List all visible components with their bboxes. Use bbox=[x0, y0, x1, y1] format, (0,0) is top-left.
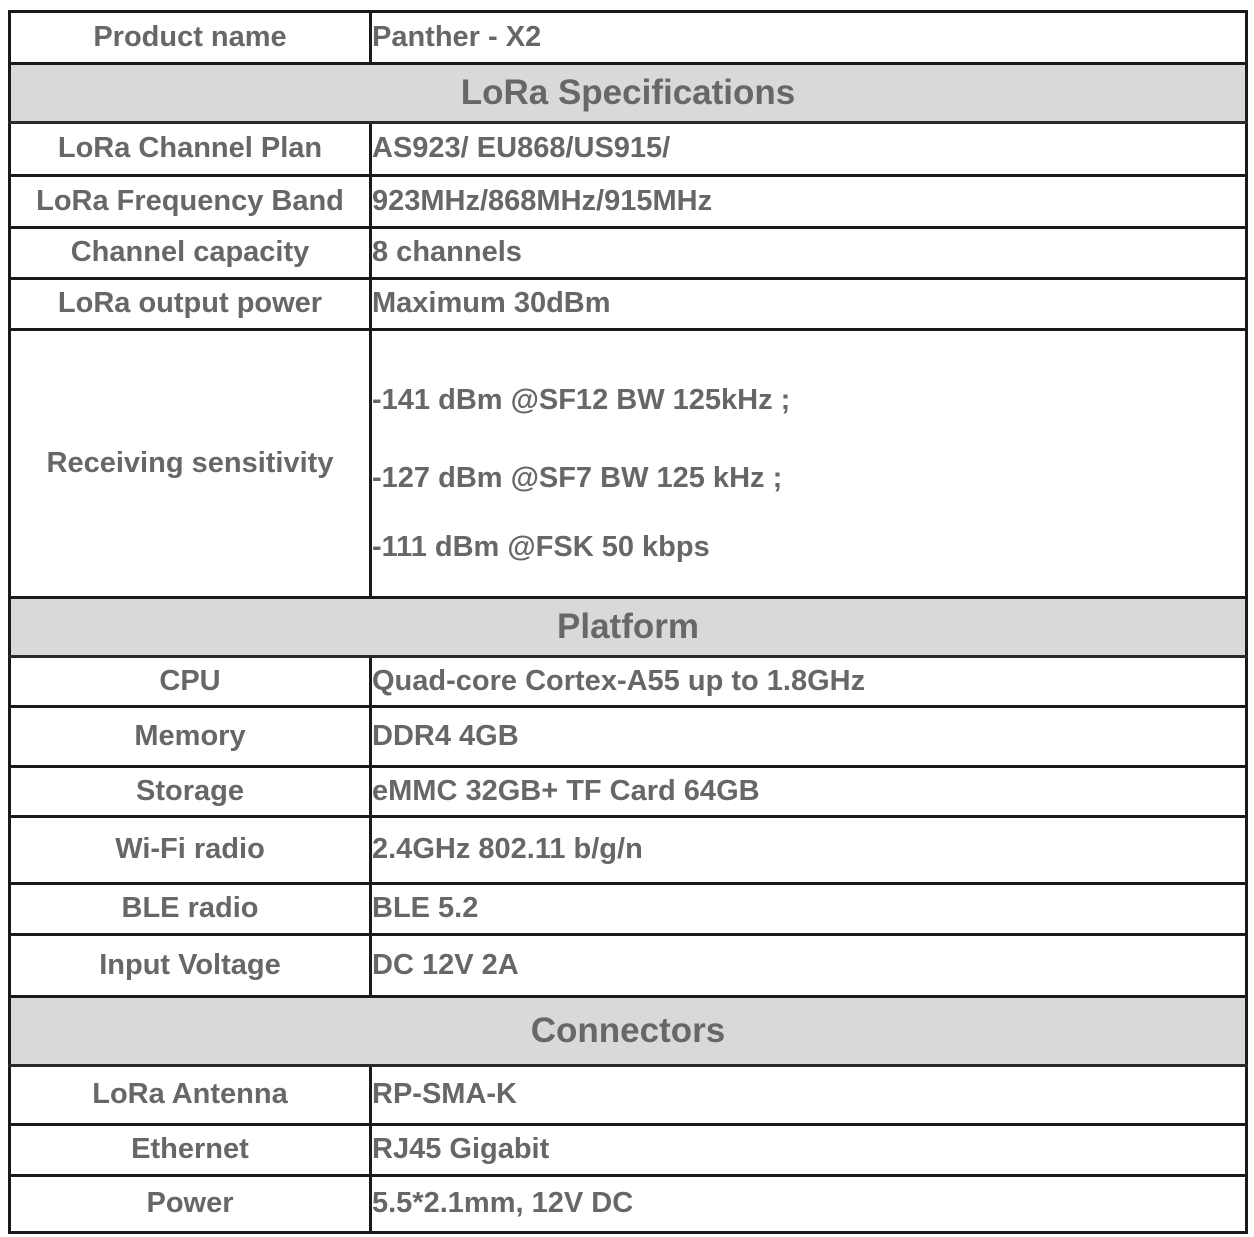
row-label: LoRa output power bbox=[10, 279, 371, 330]
row-label: LoRa Antenna bbox=[10, 1066, 371, 1125]
section-header-connectors bbox=[10, 997, 1247, 1066]
table-row bbox=[10, 1125, 1247, 1176]
product-name-row bbox=[10, 12, 1247, 64]
table-row bbox=[10, 657, 1247, 707]
table-row bbox=[10, 1176, 1247, 1233]
table-row bbox=[10, 176, 1247, 228]
row-value: Quad-core Cortex-A55 up to 1.8GHz bbox=[371, 657, 1247, 707]
row-label: Channel capacity bbox=[10, 228, 371, 279]
row-label: Receiving sensitivity bbox=[10, 330, 371, 598]
row-label: Wi-Fi radio bbox=[10, 817, 371, 884]
table-row bbox=[10, 817, 1247, 884]
row-value: AS923/ EU868/US915/ bbox=[371, 123, 1247, 176]
sensitivity-line: -127 dBm @SF7 BW 125 kHz ; bbox=[372, 461, 783, 494]
table-row bbox=[10, 767, 1247, 817]
row-value: DDR4 4GB bbox=[371, 707, 1247, 767]
row-value: Maximum 30dBm bbox=[371, 279, 1247, 330]
table-row bbox=[10, 707, 1247, 767]
row-label: LoRa Channel Plan bbox=[10, 123, 371, 176]
spec-table bbox=[8, 10, 1248, 1234]
row-value: Panther - X2 bbox=[371, 12, 1247, 64]
section-header-lora bbox=[10, 64, 1247, 123]
table-row-receiving-sensitivity bbox=[10, 330, 1247, 598]
section-title: LoRa Specifications bbox=[10, 64, 1247, 123]
row-label: Input Voltage bbox=[10, 935, 371, 997]
row-value: RJ45 Gigabit bbox=[371, 1125, 1247, 1176]
row-label: Power bbox=[10, 1176, 371, 1233]
table-row bbox=[10, 279, 1247, 330]
row-label: LoRa Frequency Band bbox=[10, 176, 371, 228]
row-value: 5.5*2.1mm, 12V DC bbox=[371, 1176, 1247, 1233]
row-label: Memory bbox=[10, 707, 371, 767]
row-value: BLE 5.2 bbox=[371, 884, 1247, 935]
row-label: Product name bbox=[10, 12, 371, 64]
row-value: 2.4GHz 802.11 b/g/n bbox=[371, 817, 1247, 884]
table-row bbox=[10, 935, 1247, 997]
table-row bbox=[10, 228, 1247, 279]
row-value: 923MHz/868MHz/915MHz bbox=[371, 176, 1247, 228]
row-value-multiline bbox=[371, 330, 1247, 598]
sensitivity-line: -111 dBm @FSK 50 kbps bbox=[372, 531, 710, 564]
row-value: DC 12V 2A bbox=[371, 935, 1247, 997]
section-title: Connectors bbox=[10, 997, 1247, 1066]
table-row bbox=[10, 123, 1247, 176]
row-label: Ethernet bbox=[10, 1125, 371, 1176]
row-value: 8 channels bbox=[371, 228, 1247, 279]
table-row bbox=[10, 1066, 1247, 1125]
section-title: Platform bbox=[10, 598, 1247, 657]
row-label: BLE radio bbox=[10, 884, 371, 935]
section-header-platform bbox=[10, 598, 1247, 657]
sensitivity-line: -141 dBm @SF12 BW 125kHz ; bbox=[372, 383, 791, 416]
row-label: CPU bbox=[10, 657, 371, 707]
table-row bbox=[10, 884, 1247, 935]
row-value: RP-SMA-K bbox=[371, 1066, 1247, 1125]
row-value: eMMC 32GB+ TF Card 64GB bbox=[371, 767, 1247, 817]
row-label: Storage bbox=[10, 767, 371, 817]
